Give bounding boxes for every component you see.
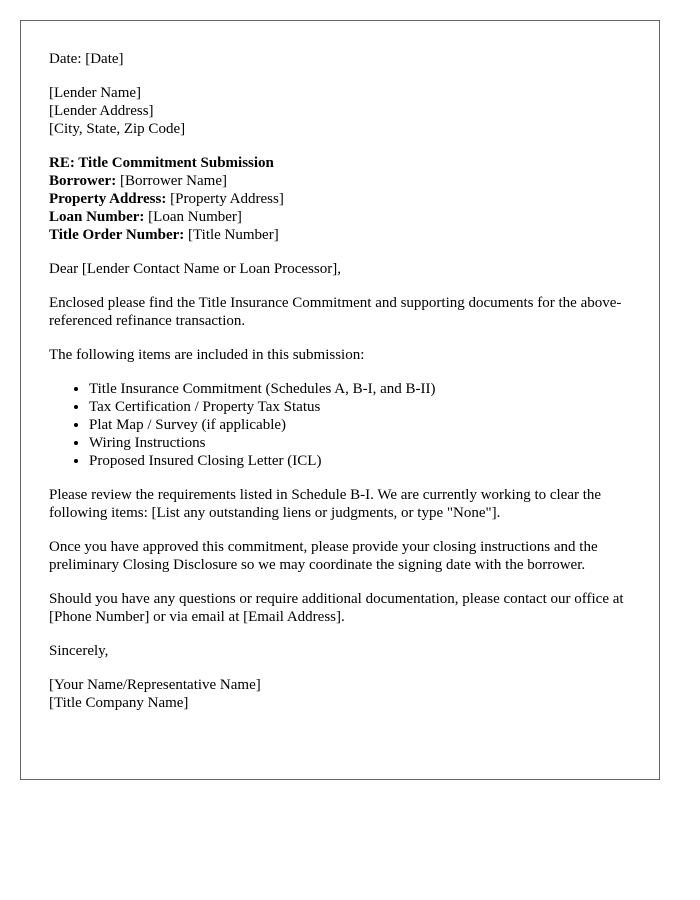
property-address-value: [Property Address] [166, 191, 284, 207]
date-line: Date: [Date] [49, 51, 124, 67]
list-item: • Wiring Instructions [89, 434, 631, 452]
title-order-number-line [49, 226, 631, 244]
salutation: Dear [Lender Contact Name or Loan Processor], [49, 261, 341, 277]
paragraph-questions: Should you have any questions or require additional documentation, please contact our office at [Phone Number] or via email at [Email Address]. [49, 591, 624, 625]
paragraph-review: Please review the requirements listed in Schedule B-I. We are currently working to clear the following items: [List any outstanding liens or judgments, or type "None"]. [49, 487, 602, 521]
signature-name: [Your Name/Representative Name] [49, 677, 261, 693]
lender-address: [Lender Address] [49, 103, 154, 119]
loan-number-value: [Loan Number] [144, 209, 242, 225]
title-order-number-value: [Title Number] [184, 227, 279, 243]
letter-page [20, 20, 660, 780]
re-line: RE: Title Commitment Submission [49, 155, 274, 171]
paragraph-approved: Once you have approved this commitment, please provide your closing instructions and the preliminary Closing Disclosure so we may coordinate the signing date with the borrower. [49, 539, 598, 573]
reference-block [49, 154, 631, 244]
borrower-line [49, 172, 631, 190]
paragraph-enclosed: Enclosed please find the Title Insurance Commitment and supporting documents for the above-referenced refinance transaction. [49, 295, 622, 329]
list-item: • Plat Map / Survey (if applicable) [89, 416, 631, 434]
loan-number-line [49, 208, 631, 226]
lender-name: [Lender Name] [49, 85, 142, 101]
borrower-value: [Borrower Name] [116, 173, 227, 189]
list-item: • Tax Certification / Property Tax Status [89, 398, 631, 416]
signature-company: [Title Company Name] [49, 695, 189, 711]
borrower-label: Borrower: [49, 173, 117, 189]
list-item: • Proposed Insured Closing Letter (ICL) [89, 452, 631, 470]
property-address-line [49, 190, 631, 208]
included-items-list [49, 380, 631, 470]
lender-city-state-zip: [City, State, Zip Code] [49, 121, 186, 137]
list-item: • Title Insurance Commitment (Schedules A, B-I, and B-II) [89, 380, 631, 398]
loan-number-label: Loan Number: [49, 209, 145, 225]
closing: Sincerely, [49, 643, 109, 659]
paragraph-items-intro: The following items are included in this submission: [49, 347, 365, 363]
lender-address-block [49, 84, 631, 138]
property-address-label: Property Address: [49, 191, 167, 207]
title-order-number-label: Title Order Number: [49, 227, 185, 243]
signature-block [49, 676, 631, 712]
